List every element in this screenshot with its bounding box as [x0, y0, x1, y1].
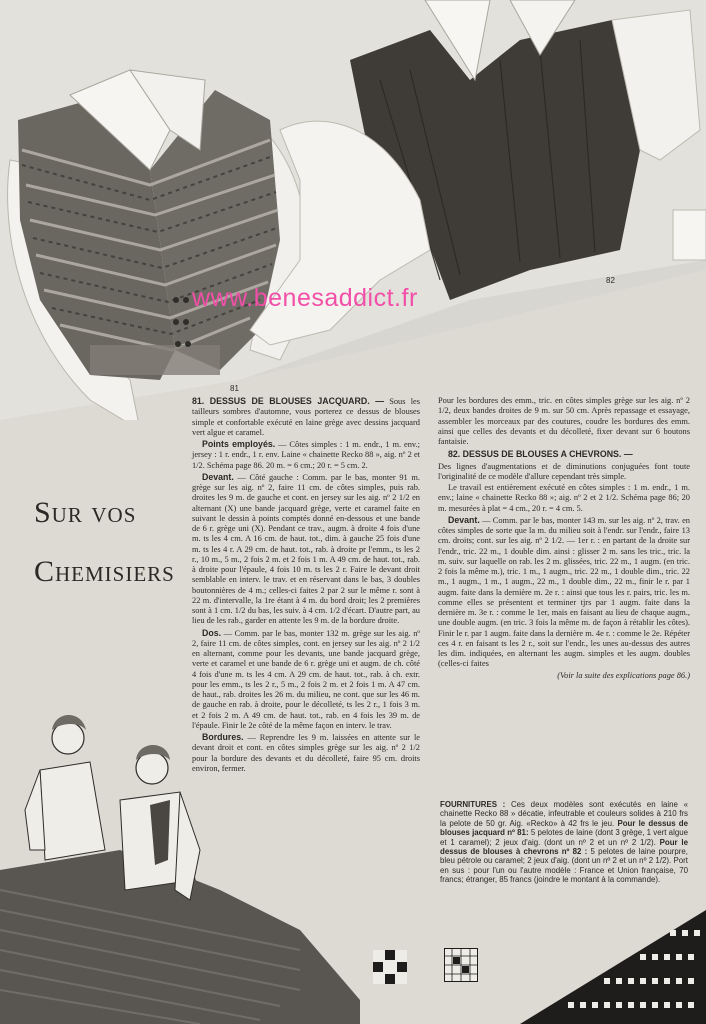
article-column-2 [438, 396, 690, 682]
bordures-lead: Bordures. [202, 732, 244, 742]
fournitures-box [440, 800, 688, 885]
pattern-82-intro: Des lignes d'augmentations et de diminutions conjuguées font toute l'originalité de ce modèle d'allure cependant très simple. [438, 461, 690, 481]
fournitures-text-2: 5 pelotes de laine (dont 3 grège, 1 vert algue et 1 caramel); 2 jeux d'aig. (dont un nº 2 et un nº 2 1/2). [440, 828, 688, 847]
fournitures-text-1: Ces deux modèles sont exécutés en laine « chainette Recko 88 » décatie, infeutrable et couleurs solides à 210 frs la pelote de 50 gr. Aig. «Recko» à 42 frs le jeu. [440, 800, 688, 828]
pattern-81-heading: 81. DESSUS DE BLOUSES JACQUARD. — [192, 396, 384, 406]
pattern-82-heading: 82. DESSUS DE BLOUSES A CHEVRONS. — [448, 449, 633, 460]
jacquard-pattern-swatch [520, 910, 706, 1024]
dos-lead: Dos. [202, 627, 222, 638]
fournitures-bold-2: Pour le dessus de blouses à chevrons nº 82 : [440, 837, 688, 857]
dos-text: — Comm. par le bas, monter 132 m. grège sur les aig. nº 2, faire 11 cm. de côtes simples, cont. en jersey sur les aig. nº 2 1/2 en alternant, comme pour les devants, une bande jacquard grège, verte et caramel et une bande de 6 r. grège uni et augm. de ch. côté 4 fois d'une m. ts les 4 cm. A 29 cm. de haut. tot., rab. à ch. extr. pour les emm., ts les 2 r., 5 m., 2 fois 2 m. et 2 fois 1 m. A 47 cm. de haut., rab. droites les 26 m. du milieu, ne cont. que sur les 46 m. de gauche en rab. à droite, pour le décolleté, ts les 2 r., 1 fois 3 m. et 2 fois 2 m. A 49 cm. de haut. tot., rab. en 4 fois les 39 m. de l'épaule. Finir le 2e côté de la même façon en interv. le trav. [192, 628, 420, 730]
devant-82-text: — Comm. par le bas, monter 143 m. sur les aig. nº 2, trav. en côtes simples de sorte que la m. du milieu soit à l'endr. sur l'endr., faire 13 cm. droits; cont. sur les aig. nº 2 1/2. — 1er r. : en partant de la droite sur l'endr., tric. 22 m., 1 double dim. ainsi : glisser 2 m. sans les tric., tric. la m. suiv. sur laquelle on rab. les 2 m. glissées, tric. 22 m., 1 augm. (en tric. 2 fois la même m.), tric. 1 m., 1 augm., tric. 22 m., 1 double dim., tric. 22 m., 1 augm., 1 m., 1 augm., 22 m., 1 double dim., 22 m., finir le r. par 1 augm. faite dans la dernière m. 2e r. : ainsi que tous les r. pairs, tric. les m. comme elles se présentent et terminer tjrs par 1 augm. faite dans la dernière m. 3e r. : comme le 1er, mais en faisant au lieu de chaque augm., une double augm. (en tric. 3 fois la même m. de façon à rétablir les côtes). Finir le r. par 1 augm. faite dans la dernière m. 4e r. : comme le 2e. Répéter ces 4 r. en faisant ts les 2 r., soit sur l'endr., les unes au-dessus des autres les dim. indiquées, en alternant les augm. simples et les augm. doubles (celles-ci faites [438, 515, 690, 669]
fournitures-text-3: 5 pelotes de laine pourpre, bleu pétrole ou caramel; 2 jeux d'aig. (dont un nº 2 et un nº 2 1/2). Port en sus : pour l'un ou l'autre modèle : France et Union française, 70 francs; étranger, 85 francs (joindre le montant à la commande). [440, 847, 688, 885]
bordures-text: — Reprendre les 9 m. laissées en attente sur le devant droit et cont. en côtes simples grège sur les aig. nº 2 1/2 pour la bordure des devants et du décolleté, faire 95 cm. droits environ, fermer. [192, 733, 420, 773]
page-title-line2: Chemisiers [34, 555, 175, 588]
photo-number-81: 81 [230, 384, 239, 393]
motif-grid-icon [373, 950, 407, 984]
continued-note: (Voir la suite des explications page 86.) [557, 670, 690, 680]
page-title-line1: Sur vos [34, 496, 137, 529]
fournitures-lead: FOURNITURES : [440, 800, 506, 809]
devant-text: — Côté gauche : Comm. par le bas, monter 91 m. grège sur les aig. nº 2, faire 11 cm. de côtes simples, puis rab. droites les 9 m. de gauche et cont. en jersey sur les aig. nº 2 1/2 en alternant (X) une bande jacquard grège, verte et caramel faite en suivant le dessin à points comptés donné en-dessous et une bande de 6 r. grège uni (X). Pendant ce trav., augm. à droite 4 fois d'une m. ts les 4 cm. A 16 cm. de haut. tot., dim. à gauche 25 fois d'une m. ts les 4 r. A 29 cm. de haut. tot., rab. à droite pr l'emm., ts les 2 r., 10 m., 5 m., 2 fois 2 m. et 2 fois 1 m. A 49 cm. de haut. tot., rab. à droite pour l'épaule, 4 fois 10 m. ts les 2 r. Faire le devant droit semblable en interv. le trav. et en réservant dans le bas, 3 doubles boutonnières de 4 m.; celles-ci faites 2 par 2 sur le même r. sont à 22 m. d'intervalle, la 1re étant à 4 m. du bord droit; les 2 premières sont à 1 cm. 1/2 du bas, les suiv. à 4 cm. 1/2 d'écart. D'autre part, au lieu de les rab., garder en attente les 9 m. de la bordure droite. [192, 472, 420, 626]
devant-82-lead: Devant. [448, 514, 480, 525]
fournitures-bold-1: Pour le dessus de blouses jacquard nº 81: [440, 818, 688, 838]
pattern-81-intro: Sous les tailleurs sombres d'automne, vous porterez ce dessus de blouses simple et confortable exécuté en laine grège avec dessins jacquard vert algue et caramel. [192, 397, 420, 437]
garment-photo [0, 0, 706, 420]
photo-number-82: 82 [606, 276, 615, 285]
watermark: www.benesaddict.fr [192, 284, 418, 312]
chart-grid-icon [444, 948, 478, 982]
pattern-82-materials: Le travail est entièrement exécuté en côtes simples : 1 m. endr., 1 m. env.; laine « chainette Recko 88 »; aig. nº 2 et 2 1/2. Schéma page 86; 20 m. mesurées à plat = 4 cm., 20 r. = 4 cm. 5. [438, 483, 690, 513]
points-text: — Côtes simples : 1 m. endr., 1 m. env.; jersey : 1 r. endr., 1 r. env. Laine « chainette Recko 88 », aig. nº 2 et 1/2. Schéma page 86. 20 m. = 6 cm.; 20 r. = 5 cm. 2. [192, 440, 420, 470]
col2-continuation: Pour les bordures des emm., tric. en côtes simples grège sur les aig. nº 2 1/2, deux bandes droites de 9 m. sur 50 cm. Après repassage et essayage, assembler les morceaux par des coutures, coudre les bordures des emm. ainsi que celles des devants et du décolleté, fixer devant sur 6 boutons fantaisie. [438, 396, 690, 446]
women-illustration [0, 700, 360, 1024]
devant-lead: Devant. [202, 471, 234, 482]
points-lead: Points employés. [202, 439, 276, 449]
